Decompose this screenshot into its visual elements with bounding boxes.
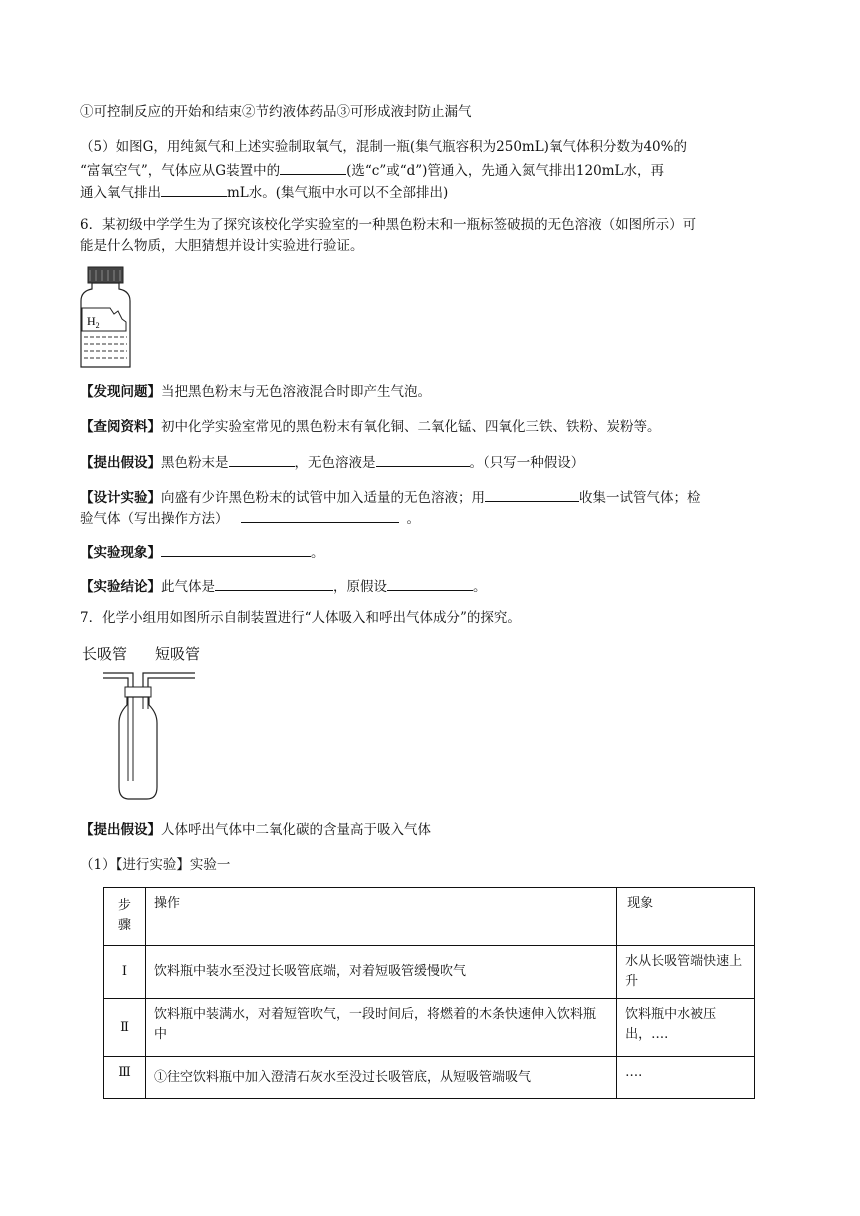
text: 。 <box>311 545 325 561</box>
q6-line1: 6．某初级中学学生为了探究该校化学实验室的一种黑色粉末和一瓶标签破损的无色溶液（如图所示）可 <box>80 217 697 233</box>
reagent-bottle-figure <box>78 265 134 371</box>
answer-blank[interactable] <box>161 542 311 557</box>
operation-cell: 饮料瓶中装水至没过长吸管底端，对着短吸管缓慢吹气 <box>145 946 616 999</box>
section-heading: 【提出假设】 <box>80 822 161 838</box>
text: 向盛有少许黑色粉末的试管中加入适量的无色溶液；用 <box>161 490 485 506</box>
text: ，原假设 <box>333 579 387 595</box>
hypothesis-2 <box>80 821 431 839</box>
text: 验气体（写出操作方法） <box>80 511 229 527</box>
design-experiment <box>80 487 701 507</box>
text: 黑色粉末是 <box>161 455 229 471</box>
text: 收集一试管气体；检 <box>579 490 701 506</box>
q5-line1: （5）如图G，用纯氮气和上述实验制取氧气，混制一瓶(集气瓶容积为250mL)氧气体积分数为40%的 <box>80 139 687 155</box>
fig-label-short: 短吸管 <box>155 645 201 663</box>
text: 初中化学实验室常见的黑色粉末有氧化铜、二氧化锰、四氧化三铁、铁粉、炭粉等。 <box>161 419 661 435</box>
table-row <box>104 946 755 999</box>
text: 。 <box>473 579 487 595</box>
fig-label-long: 长吸管 <box>82 645 128 663</box>
answer-blank[interactable] <box>215 576 333 591</box>
found-problem <box>80 383 431 401</box>
answer-blank[interactable] <box>485 487 579 502</box>
step-cell: Ⅱ <box>104 999 146 1057</box>
experiment-1-heading: （1）【进行实验】实验一 <box>80 857 231 873</box>
answer-blank[interactable] <box>241 508 399 523</box>
experiment-table <box>103 887 755 1099</box>
section-heading: 【发现问题】 <box>80 384 161 400</box>
text: (选“c”或“d”)管通入，先通入氮气排出120mL水，再 <box>346 163 664 179</box>
option-list: ①可控制反应的开始和结束②节约液体药品③可形成液封防止漏气 <box>80 104 472 120</box>
table-header-row <box>104 888 755 946</box>
text: 人体呼出气体中二氧化碳的含量高于吸入气体 <box>161 822 431 838</box>
table-row <box>104 999 755 1057</box>
text: 当把黑色粉末与无色溶液混合时即产生气泡。 <box>161 384 431 400</box>
answer-blank[interactable] <box>387 576 473 591</box>
q5-line3 <box>80 182 448 202</box>
bottle-cap <box>125 687 151 697</box>
text: mL水。(集气瓶中水可以不全部排出) <box>227 185 449 201</box>
header-cell: 操作 <box>145 888 616 946</box>
q5-line2 <box>80 160 664 180</box>
operation-cell: 饮料瓶中装满水，对着短管吹气，一段时间后，将燃着的木条快速伸入饮料瓶中 <box>145 999 616 1057</box>
design-experiment-2 <box>80 508 420 528</box>
section-heading: 【实验现象】 <box>80 545 161 561</box>
step-cell: Ⅲ <box>104 1057 146 1099</box>
answer-blank[interactable] <box>161 182 227 197</box>
text: “富氧空气”，气体应从G装置中的 <box>80 163 281 179</box>
text: 。（只写一种假设） <box>469 455 585 471</box>
table-row <box>104 1057 755 1099</box>
phenomenon-cell: …. <box>617 1057 755 1099</box>
label-formula: $H_2$ <box>87 314 100 330</box>
q7-line: 7．化学小组用如图所示自制装置进行“人体吸入和呼出气体成分”的探究。 <box>80 610 521 626</box>
answer-blank[interactable] <box>229 452 295 467</box>
phenomenon-cell: 水从长吸管端快速上升 <box>617 946 755 999</box>
phenomenon-cell: 饮料瓶中水被压出，…. <box>617 999 755 1057</box>
step-cell: Ⅰ <box>104 946 146 999</box>
answer-blank[interactable] <box>280 160 346 175</box>
section-heading: 【提出假设】 <box>80 455 161 471</box>
hypothesis <box>80 452 584 472</box>
text: 。 <box>406 511 420 527</box>
bottle-body <box>119 697 157 799</box>
phenomenon <box>80 542 325 562</box>
text: ，无色溶液是 <box>294 455 376 471</box>
answer-blank[interactable] <box>376 452 470 467</box>
references <box>80 418 661 436</box>
section-heading: 【查阅资料】 <box>80 419 161 435</box>
header-cell: 现象 <box>617 888 755 946</box>
text: 此气体是 <box>161 579 215 595</box>
header-cell: 步骤 <box>104 888 146 946</box>
q6-line2: 能是什么物质，大胆猜想并设计实验进行验证。 <box>80 238 364 254</box>
conclusion <box>80 576 487 596</box>
drink-bottle-apparatus <box>95 665 210 805</box>
operation-cell: ①往空饮料瓶中加入澄清石灰水至没过长吸管底，从短吸管端吸气 <box>145 1057 616 1099</box>
bottle-cap <box>88 267 123 283</box>
section-heading: 【实验结论】 <box>80 579 161 595</box>
text: 通入氧气排出 <box>80 185 161 201</box>
section-heading: 【设计实验】 <box>80 490 161 506</box>
